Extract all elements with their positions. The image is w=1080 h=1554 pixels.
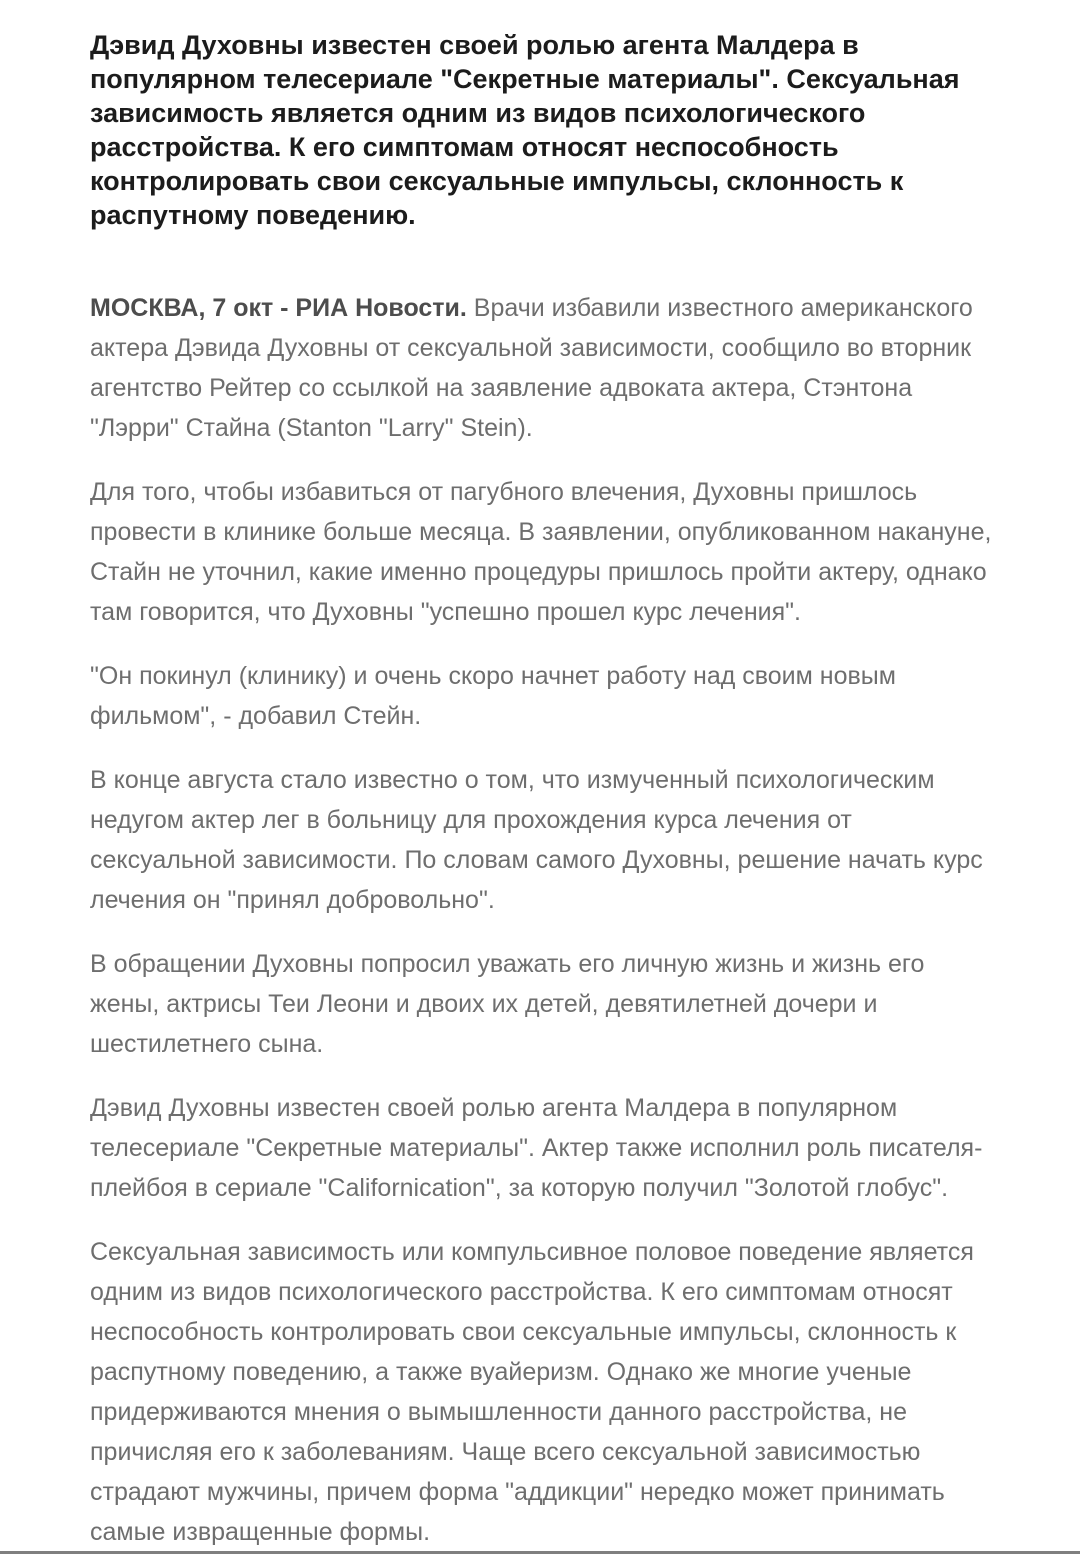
article-paragraph: Для того, чтобы избавиться от пагубного влечения, Духовны пришлось провести в клинике больше месяца. В заявлении, опубликованном накануне, Стайн не уточнил, какие именно процедуры пришлось пройти актеру, однако там говорится, что Духовны "успешно прошел курс лечения". bbox=[90, 478, 992, 626]
article-paragraph: В конце августа стало известно о том, что измученный психологическим недугом актер лег в больницу для прохождения курса лечения от сексуальной зависимости. По словам самого Духовны, решение начать курс лечения он "принял добровольно". bbox=[90, 766, 983, 914]
article-paragraph: Сексуальная зависимость или компульсивное половое поведение является одним из видов психологического расстройства. К его симптомам относят неспособность контролировать свои сексуальные импульсы, склонность к распутному поведению, а также вуайеризм. Однако же многие ученые придерживаются мнения о вымышленности данного расстройства, не причисляя его к заболеваниям. Чаще всего сексуальной зависимостью страдают мужчины, причем форма "аддикции" нередко может принимать самые извращенные формы. bbox=[90, 1238, 974, 1546]
article-paragraph bbox=[90, 288, 994, 448]
dateline: МОСКВА, 7 окт - РИА Новости. bbox=[90, 294, 467, 322]
article-paragraph: "Он покинул (клинику) и очень скоро начнет работу над своим новым фильмом", - добавил Стейн. bbox=[90, 662, 896, 730]
article-lead: Дэвид Духовны известен своей ролью агента Малдера в популярном телесериале "Секретные материалы". Сексуальная зависимость является одним из видов психологического расстройства. К его симптомам относят неспособность контролировать свои сексуальные импульсы, склонность к распутному поведению. bbox=[90, 30, 960, 230]
article-paragraph: В обращении Духовны попросил уважать его личную жизнь и жизнь его жены, актрисы Теи Леони и двоих их детей, девятилетней дочери и шестилетнего сына. bbox=[90, 950, 925, 1058]
article-paragraph: Дэвид Духовны известен своей ролью агента Малдера в популярном телесериале "Секретные материалы". Актер также исполнил роль писателя-плейбоя в сериале "Californication", за которую получил "Золотой глобус". bbox=[90, 1094, 983, 1202]
paragraph-text: Врачи избавили известного американского актера Дэвида Духовны от сексуальной зависимости, сообщило во вторник агентство Рейтер со ссылкой на заявление адвоката актера, Стэнтона "Лэрри" Стайна (Stanton "Larry" Stein). bbox=[90, 294, 973, 442]
